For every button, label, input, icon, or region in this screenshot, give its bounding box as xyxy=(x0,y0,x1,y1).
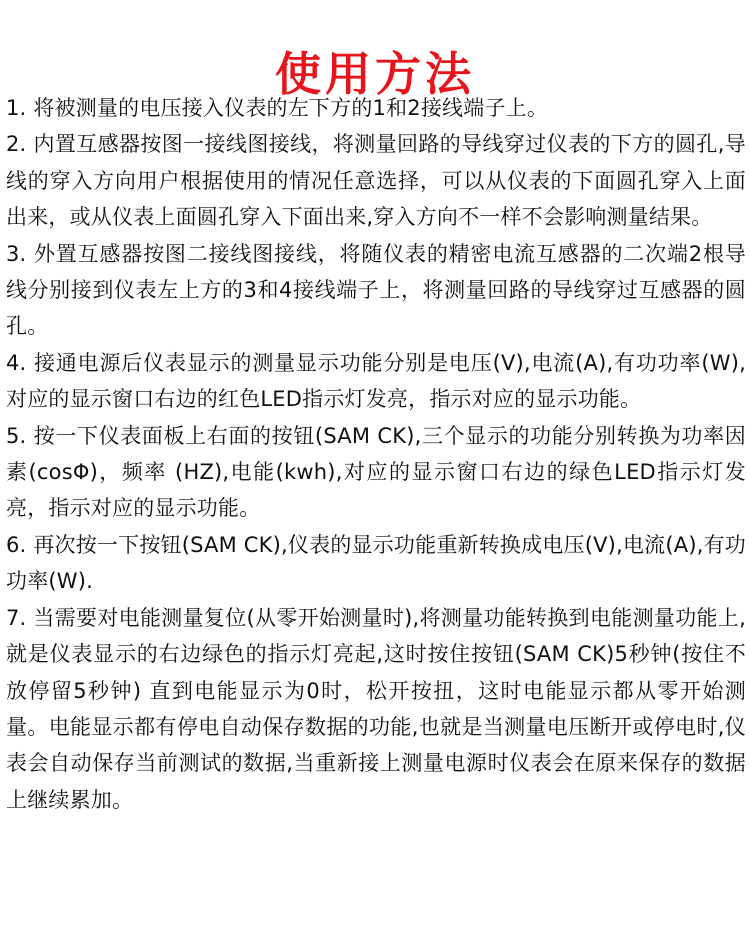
step-text: 再次按一下按钮(SAM CK),仪表的显示功能重新转换成电压(V),电流(A),有功功率(W). xyxy=(6,532,746,594)
step-text: 按一下仪表面板上右面的按钮(SAM CK),三个显示的功能分别转换为功率因素(cosΦ)，频率 (HZ),电能(kwh),对应的显示窗口右边的绿色LED指示灯发亮，指示对应的显示功能。 xyxy=(6,423,746,521)
instruction-list xyxy=(6,90,746,818)
step-7 xyxy=(6,600,746,818)
step-number: 6. xyxy=(6,532,27,557)
step-number: 1. xyxy=(6,96,27,120)
step-number: 4. xyxy=(6,350,27,375)
step-5 xyxy=(6,418,746,527)
step-3 xyxy=(6,236,746,345)
step-text: 当需要对电能测量复位(从零开始测量时),将测量功能转换到电能测量功能上,就是仪表显示的右边绿色的指示灯亮起,这时按住按钮(SAM CK)5秒钟(按住不放停留5秒钟) 直到电能显示为0时，松开按扭，这时电能显示都从零开始测量。电能显示都有停电自动保存数据的功能,也就是当测量电压断开或停电时,仪表会自动保存当前测试的数据,当重新接上测量电源时仪表会在原来保存的数据上继续累加。 xyxy=(6,605,746,812)
step-number: 3. xyxy=(6,241,27,266)
step-6 xyxy=(6,527,746,600)
step-text: 将被测量的电压接入仪表的左下方的1和2接线端子上。 xyxy=(33,96,549,120)
step-1 xyxy=(6,90,746,126)
step-2 xyxy=(6,126,746,235)
step-text: 外置互感器按图二接线图接线，将随仪表的精密电流互感器的二次端2根导线分别接到仪表左上方的3和4接线端子上，将测量回路的导线穿过互感器的圆孔。 xyxy=(6,241,746,339)
step-number: 7. xyxy=(6,605,27,630)
step-4 xyxy=(6,345,746,418)
step-text: 接通电源后仪表显示的测量显示功能分别是电压(V),电流(A),有功功率(W),对应的显示窗口右边的红色LED指示灯发亮，指示对应的显示功能。 xyxy=(6,350,746,412)
step-text: 内置互感器按图一接线图接线，将测量回路的导线穿过仪表的下方的圆孔,导线的穿入方向用户根据使用的情况任意选择，可以从仪表的下面圆孔穿入上面出来，或从仪表上面圆孔穿入下面出来,穿入方向不一样不会影响测量结果。 xyxy=(6,132,746,230)
page-title: 使用方法 xyxy=(275,46,475,101)
step-number: 2. xyxy=(6,132,27,157)
step-number: 5. xyxy=(6,423,27,448)
